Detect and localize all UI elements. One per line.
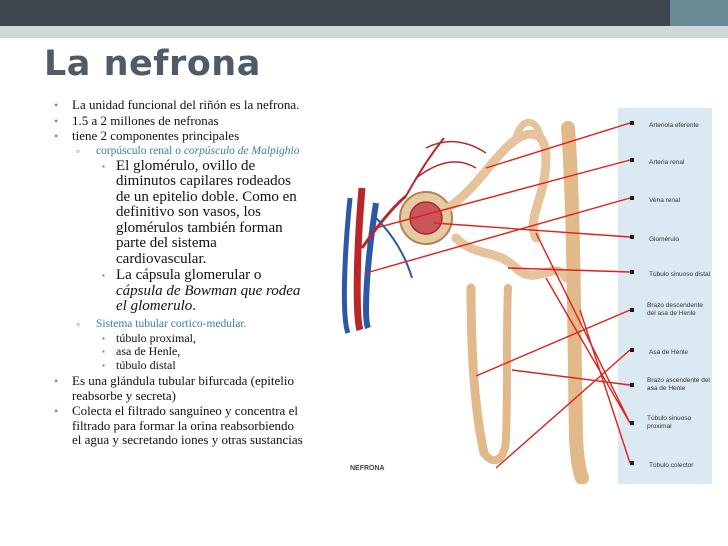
bullet-filtrate: • Colecta el filtrado sanguíneo y concentra el filtrado para formar la orina reabsorbiendo el agua y secretando iones y otras sustancias	[46, 404, 306, 448]
top-bar-accent	[670, 0, 728, 26]
label-brazo-descendente: Brazo descendente del asa de Henle	[647, 302, 704, 317]
bullet-list	[46, 98, 306, 449]
sub-bullet-tubular-system: ◦ Sistema tubular cortico-medular.	[46, 318, 306, 331]
sub-bullet-corpuscle	[46, 145, 306, 158]
marker-vena-renal	[630, 196, 634, 200]
label-glomerulo: Glomérulo	[649, 236, 679, 243]
bowman-text-c: .	[192, 298, 196, 314]
nephron-diagram	[336, 108, 712, 484]
marker-tubulo-colector	[630, 461, 634, 465]
top-band	[0, 26, 728, 38]
marker-asa-henle	[630, 348, 634, 352]
label-vena-renal: Vena renal	[649, 197, 681, 204]
bowman-text-a: La cápsula glomerular o	[116, 267, 262, 283]
slide-title: La nefrona	[44, 44, 261, 84]
item-henle-loop: ▪ asa de Henle,	[46, 345, 306, 359]
marker-brazo-ascendente	[630, 383, 634, 387]
marker-arteria-renal	[630, 158, 634, 162]
marker-glomerulo	[630, 235, 634, 239]
label-brazo-descendente-wrap	[647, 302, 711, 324]
label-arteriola-eferente: Arteriola eferente	[649, 122, 699, 129]
label-tubulo-proximal: Túbulo sinuoso proximal	[647, 415, 692, 430]
bullet-count: • 1.5 a 2 millones de nefronas	[46, 114, 306, 129]
item-distal-tubule: ▪ túbulo distal	[46, 359, 306, 373]
figure-caption: NEFRONA	[350, 465, 385, 472]
label-tubulo-proximal-wrap	[647, 415, 711, 437]
bullet-functional-unit: • La unidad funcional del riñón es la nefrona.	[46, 98, 306, 113]
label-brazo-ascendente-wrap	[647, 377, 711, 399]
nephron-figure	[336, 108, 712, 484]
label-tubulo-colector: Túbulo colector	[649, 462, 694, 469]
label-brazo-ascendente: Brazo ascendente del asa de Henle	[647, 377, 710, 392]
corpuscle-text: corpúsculo renal o	[96, 144, 184, 157]
item-proximal-tubule: ▪ túbulo proximal,	[46, 332, 306, 346]
bullet-gland: • Es una glándula tubular bifurcada (epitelio reabsorbe y secreta)	[46, 374, 306, 403]
top-bar	[0, 0, 728, 26]
label-asa-henle: Asa de Henle	[649, 349, 689, 356]
label-arteria-renal: Arteria renal	[649, 159, 685, 166]
bullet-components: • tiene 2 componentes principales	[46, 129, 306, 144]
label-tubulo-distal: Túbulo sinuoso distal	[649, 271, 711, 278]
bowman-text-b: cápsula de Bowman que rodea el glomerulo	[116, 282, 301, 314]
item-glomerulus: ▪ El glomérulo, ovillo de diminutos capilares rodeados de un epitelio doble. Como en definitivo son vasos, los glomérulos también forman parte del sistema cardiovascular.	[46, 159, 306, 268]
malpighio-text: corpúsculo de Malpighio	[183, 144, 300, 157]
marker-tubulo-proximal	[630, 421, 634, 425]
marker-tubulo-distal	[630, 270, 634, 274]
item-bowman-capsule	[46, 268, 306, 315]
marker-brazo-descendente	[630, 308, 634, 312]
marker-arteriola-eferente	[630, 121, 634, 125]
